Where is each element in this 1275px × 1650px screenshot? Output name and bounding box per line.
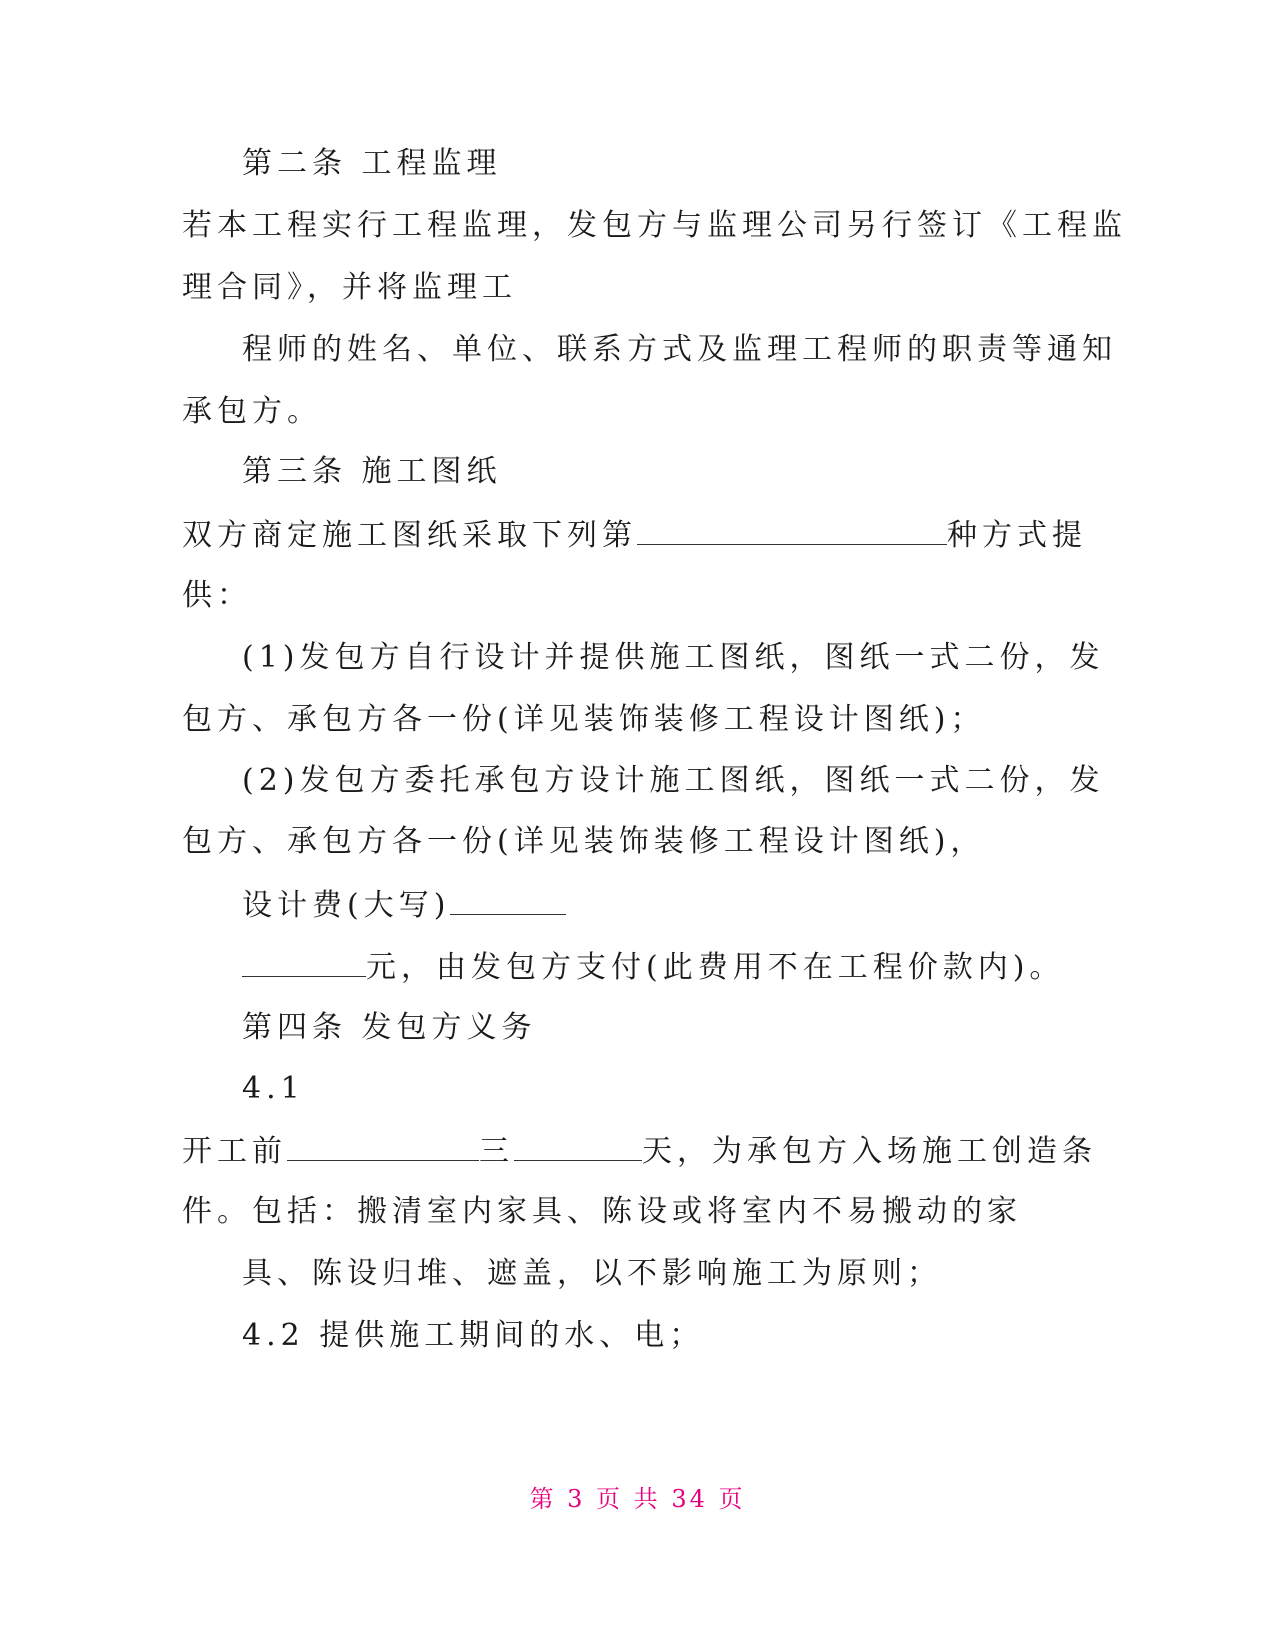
paragraph-line: 理合同》，并将监理工: [182, 270, 517, 305]
paragraph-line: [182, 514, 1087, 556]
footer-mid: 页 共: [596, 1485, 661, 1513]
article-3-heading: 第三条 施工图纸: [242, 454, 502, 489]
paragraph-line: 程师的姓名、单位、联系方式及监理工程师的职责等通知: [242, 332, 1117, 367]
article-4-heading: 第四条 发包方义务: [242, 1010, 537, 1045]
footer-page-number: 3: [567, 1485, 586, 1513]
paragraph-line: 具、陈设归堆、遮盖，以不影响施工为原则；: [242, 1256, 942, 1291]
paragraph-line: 承包方。: [182, 394, 322, 429]
paragraph-line: 供：: [182, 578, 252, 613]
clause-4-2: 4.2 提供施工期间的水、电；: [242, 1318, 705, 1353]
paragraph-line: 若本工程实行工程监理，发包方与监理公司另行签订《工程监: [182, 208, 1127, 243]
line-text: 天，为承包方入场施工创造条: [642, 1134, 1097, 1169]
line-text: 种方式提: [947, 518, 1087, 553]
paragraph-line: 包方、承包方各一份(详见装饰装修工程设计图纸)，: [182, 824, 986, 859]
paragraph-line: 件。包括：搬清室内家具、陈设或将室内不易搬动的家: [182, 1194, 1022, 1229]
line-text: 双方商定施工图纸采取下列第: [182, 518, 637, 553]
fill-in-blank: [514, 1130, 642, 1161]
line-text: 元，由发包方支付(此费用不在工程价款内)。: [366, 950, 1065, 985]
footer-total-pages: 34: [671, 1485, 708, 1513]
paragraph-line: 包方、承包方各一份(详见装饰装修工程设计图纸)；: [182, 702, 986, 737]
article-2-heading: 第二条 工程监理: [242, 146, 502, 181]
page-footer: [0, 1484, 1275, 1514]
footer-suffix: 页: [718, 1485, 746, 1513]
paragraph-line: [242, 884, 566, 926]
clause-number: 4.1: [242, 1071, 305, 1106]
list-item-1: (1)发包方自行设计并提供施工图纸，图纸一式二份，发: [242, 640, 1105, 675]
paragraph-line: [182, 1130, 1097, 1172]
footer-prefix: 第: [529, 1485, 557, 1513]
paragraph-line: [242, 946, 1064, 988]
fill-in-blank: [637, 514, 947, 545]
line-text: 开工前: [182, 1134, 287, 1169]
line-text: 三: [479, 1134, 514, 1169]
fill-in-blank: [450, 884, 566, 915]
list-item-2: (2)发包方委托承包方设计施工图纸，图纸一式二份，发: [242, 763, 1105, 798]
fill-in-blank: [287, 1130, 479, 1161]
line-text: 设计费(大写): [242, 888, 451, 923]
fill-in-blank: [242, 946, 366, 977]
